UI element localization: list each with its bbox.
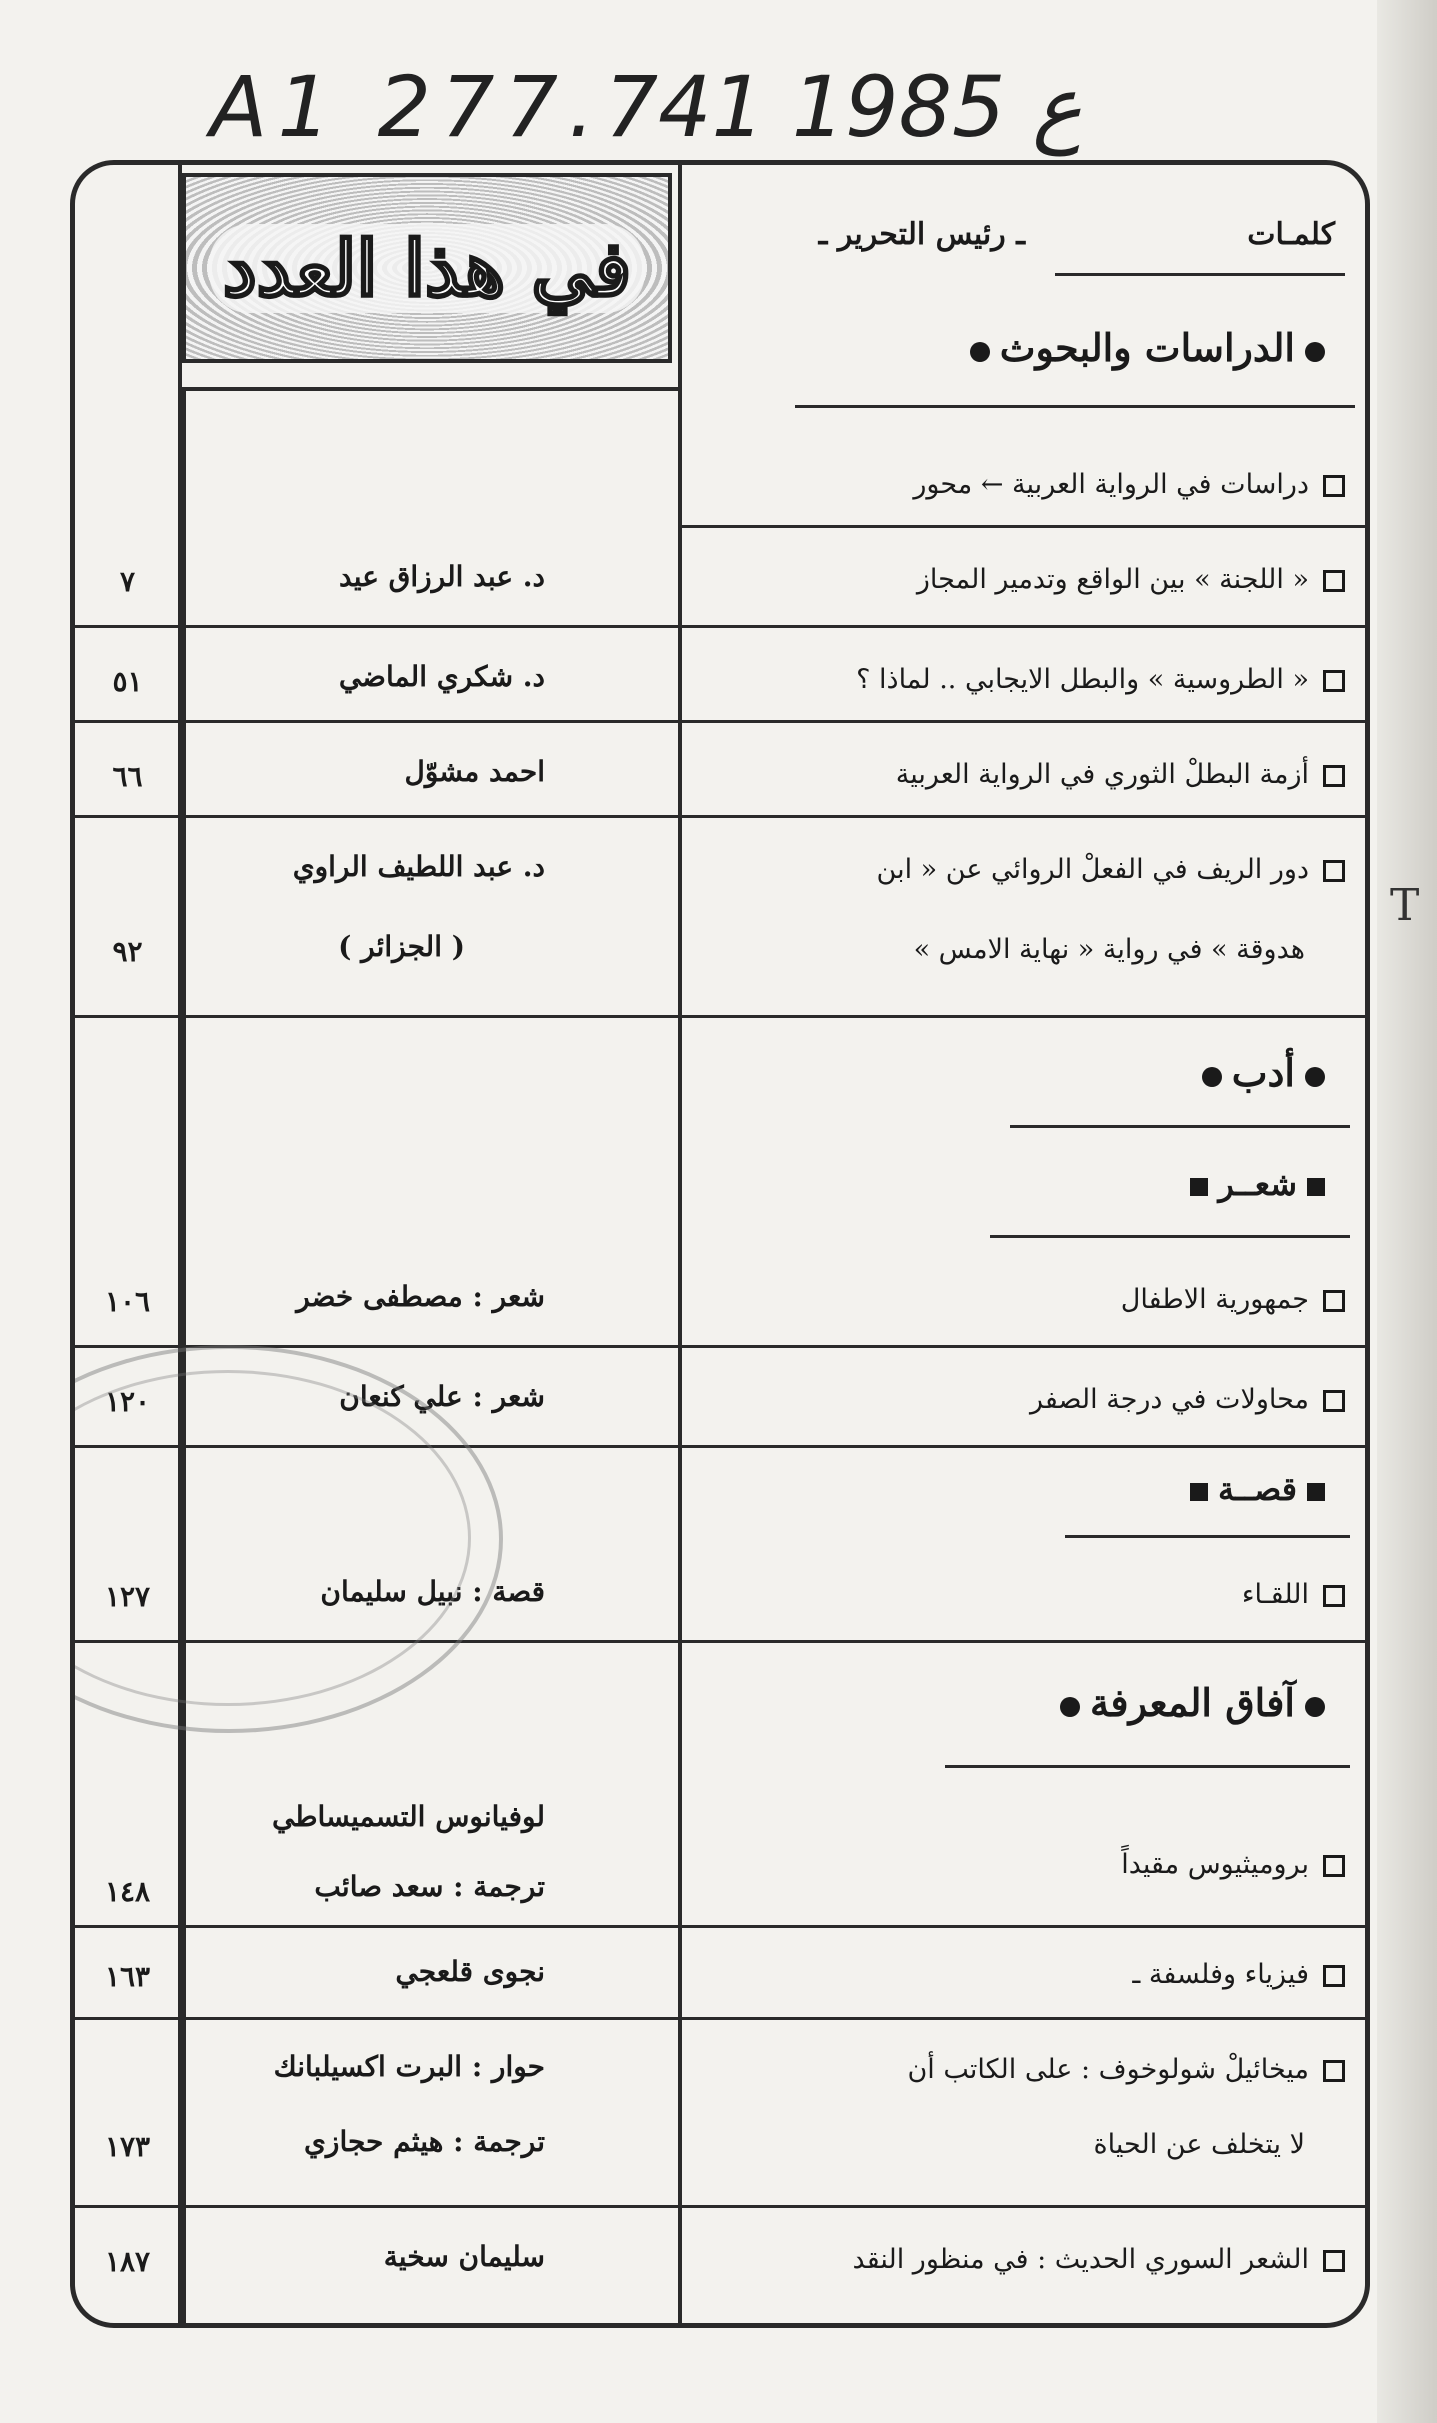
item-title: دراسات في الرواية العربية ← محور — [913, 469, 1309, 500]
list-item — [907, 2050, 1345, 2090]
item-title: بروميثيوس مقيداً — [1121, 1849, 1309, 1880]
item-title: ميخائيلْ شولوخوف : على الكاتب أن — [907, 2054, 1309, 2085]
section-horizons-label: آفاق المعرفة — [1090, 1680, 1295, 1725]
list-item — [1121, 1280, 1345, 1320]
list-item — [877, 850, 1345, 890]
item-title: أزمة البطلْ الثوري في الرواية العربية — [895, 759, 1309, 790]
author-name: نجوى قلعجي — [395, 1955, 545, 1988]
author-name: د. عبد اللطيف الراوي — [292, 850, 545, 883]
rule — [75, 625, 1370, 628]
rule — [795, 405, 1355, 408]
list-item — [913, 465, 1345, 505]
author-name: شعر : مصطفى خضر — [296, 1280, 545, 1313]
subsection-poetry — [1180, 1165, 1335, 1203]
list-item — [853, 2240, 1345, 2280]
page-number: ١٤٨ — [104, 1875, 151, 1908]
checkbox-icon — [1323, 2060, 1345, 2082]
list-item — [1132, 1955, 1345, 1995]
page-number: ١٨٧ — [104, 2245, 151, 2278]
bullet-dot-icon — [1305, 1067, 1325, 1087]
subsection-story-label: قصــة — [1218, 1470, 1297, 1508]
section-literature-label: أدب — [1231, 1050, 1295, 1095]
checkbox-icon — [1323, 765, 1345, 787]
author-name: لوفيانوس التسميساطي — [271, 1800, 545, 1833]
checkbox-icon — [1323, 1855, 1345, 1877]
checkbox-icon — [1323, 1290, 1345, 1312]
checkbox-icon — [1323, 570, 1345, 592]
square-bullet-icon — [1307, 1483, 1325, 1501]
item-title: « اللجنة » بين الواقع وتدمير المجاز — [916, 564, 1309, 595]
bullet-dot-icon — [1305, 342, 1325, 362]
bullet-dot-icon — [970, 342, 990, 362]
margin-mark: T — [1390, 880, 1420, 931]
page-edge-shadow — [1377, 0, 1437, 2423]
rule — [75, 1925, 1370, 1928]
item-title: اللقـاء — [1241, 1579, 1309, 1610]
rule — [945, 1765, 1350, 1768]
contents-frame — [70, 160, 1370, 2328]
rule — [680, 525, 1370, 528]
author-affiliation: ( الجزائر ) — [338, 930, 465, 963]
list-item — [917, 560, 1345, 600]
square-bullet-icon — [1307, 1178, 1325, 1196]
page-number: ١٦٣ — [104, 1960, 151, 1993]
subsection-poetry-label: شعــر — [1218, 1165, 1297, 1203]
item-title: محاولات في درجة الصفر — [1029, 1384, 1309, 1415]
rule — [1055, 273, 1345, 276]
item-title: « الطروسية » والبطل الايجابي .. لماذا ؟ — [856, 664, 1309, 695]
list-item — [1242, 1575, 1345, 1615]
subsection-story — [1180, 1470, 1335, 1508]
checkbox-icon — [1323, 670, 1345, 692]
section-studies — [960, 325, 1335, 370]
rule — [75, 720, 1370, 723]
item-title: الشعر السوري الحديث : في منظور النقد — [852, 2244, 1309, 2275]
handwritten-catalog-note: A1 277.ع 1985 741 — [210, 58, 1083, 156]
page-number: ١٢٠ — [104, 1385, 151, 1418]
square-bullet-icon — [1190, 1483, 1208, 1501]
square-bullet-icon — [1190, 1178, 1208, 1196]
section-studies-label: الدراسات والبحوث — [999, 325, 1295, 370]
checkbox-icon — [1323, 1390, 1345, 1412]
translator-name: ترجمة : سعد صائب — [314, 1870, 545, 1903]
rule — [1010, 1125, 1350, 1128]
page-number: ٦٦ — [112, 760, 143, 793]
item-title: جمهورية الاطفال — [1120, 1284, 1309, 1315]
rule — [990, 1235, 1350, 1238]
item-title: دور الريف في الفعلْ الروائي عن « ابن — [876, 854, 1309, 885]
checkbox-icon — [1323, 860, 1345, 882]
author-name: سليمان سخية — [383, 2240, 545, 2273]
checkbox-icon — [1323, 2250, 1345, 2272]
page-number: ٩٢ — [112, 935, 143, 968]
rule — [1065, 1535, 1350, 1538]
bullet-dot-icon — [1305, 1697, 1325, 1717]
author-name: حوار : البرت اكسيلبانك — [273, 2050, 545, 2083]
issue-title-box — [182, 173, 672, 363]
section-horizons — [1050, 1680, 1335, 1725]
translator-name: ترجمة : هيثم حجازي — [304, 2125, 545, 2158]
page-number: ١٠٦ — [104, 1285, 151, 1318]
issue-title: في هذا العدد — [209, 224, 645, 313]
titles-column-divider — [678, 165, 682, 2328]
bullet-dot-icon — [1202, 1067, 1222, 1087]
author-name: شعر : علي كنعان — [339, 1380, 545, 1413]
bullet-dot-icon — [1060, 1697, 1080, 1717]
editor-label: ـ رئيس التحرير ـ — [818, 217, 1025, 252]
author-name: د. عبد الرزاق عيد — [339, 560, 545, 593]
item-title: فيزياء وفلسفة ـ — [1132, 1959, 1309, 1990]
checkbox-icon — [1323, 1965, 1345, 1987]
section-literature — [1192, 1050, 1335, 1095]
page-number: ١٢٧ — [104, 1580, 151, 1613]
checkbox-icon — [1323, 1585, 1345, 1607]
author-name: احمد مشوّل — [404, 755, 545, 788]
checkbox-icon — [1323, 475, 1345, 497]
list-item — [1030, 1380, 1345, 1420]
page-number: ٥١ — [112, 665, 143, 698]
page-number: ١٧٣ — [104, 2130, 151, 2163]
page-number: ٧ — [119, 565, 136, 598]
rule — [75, 1015, 1370, 1018]
list-item — [896, 755, 1345, 795]
author-name: قصة : نبيل سليمان — [320, 1575, 545, 1608]
rule — [75, 2017, 1370, 2020]
page-column-divider — [178, 165, 182, 2328]
list-item-continued: هدوقة » في رواية « نهاية الامس » — [913, 934, 1305, 965]
list-item — [856, 660, 1345, 700]
author-name: د. شكري الماضي — [338, 660, 545, 693]
rule — [75, 815, 1370, 818]
rule — [75, 2205, 1370, 2208]
list-item — [1121, 1845, 1345, 1885]
words-label: كلمـات — [1247, 217, 1335, 252]
list-item-continued: لا يتخلف عن الحياة — [1093, 2129, 1305, 2160]
